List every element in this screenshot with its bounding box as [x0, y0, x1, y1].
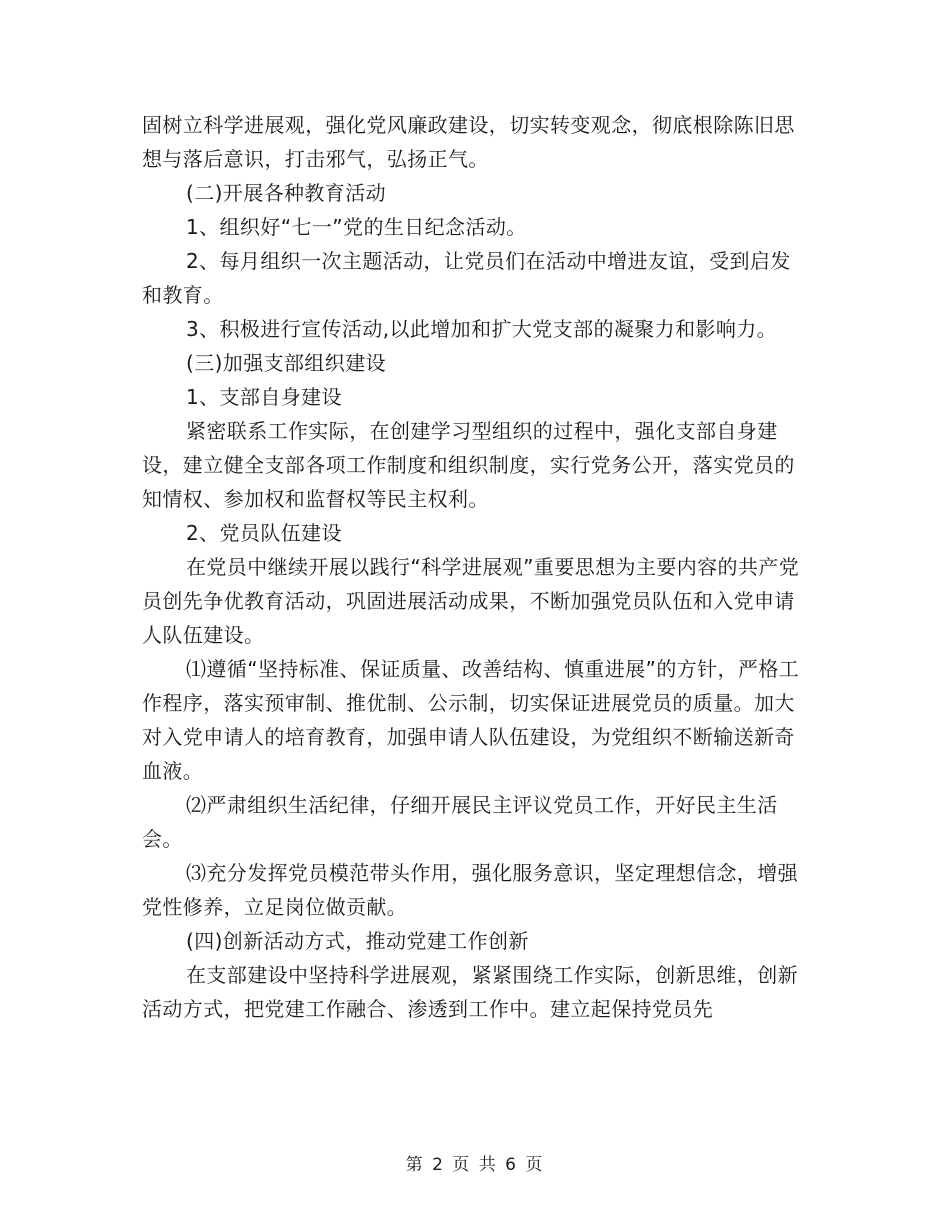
page-number-footer: 第 2 页 共 6 页 [405, 1155, 545, 1175]
paragraph-14: (四)创新活动方式，推动党建工作创新 [186, 929, 529, 953]
paragraph-6: (三)加强支部组织建设 [186, 351, 387, 375]
paragraph-5: 3、积极进行宣传活动,以此增加和扩大党支部的凝聚力和影响力。 [186, 317, 778, 341]
paragraph-10: 在党员中继续开展以践行“科学进展观”重要思想为主要内容的共产党员创先争优教育活动，巩固进展活动成果，不断加强党员队伍和入党申请人队伍建设。 [142, 555, 800, 647]
paragraph-12: ⑵严肃组织生活纪律，仔细开展民主评议党员工作，开好民主生活会。 [142, 793, 778, 851]
paragraph-15: 在支部建设中坚持科学进展观，紧紧围绕工作实际，创新思维，创新活动方式，把党建工作融合、渗透到工作中。建立起保持党员先 [142, 963, 798, 1021]
paragraph-11: ⑴遵循“坚持标准、保证质量、改善结构、慎重进展”的方针，严格工作程序，落实预审制、推优制、公示制，切实保证进展党员的质量。加大对入党申请人的培育教育，加强申请人队伍建设，为党组织不断输送新奇血液。 [142, 657, 800, 783]
paragraph-9: 2、党员队伍建设 [186, 521, 342, 545]
paragraph-3: 1、组织好“七一”党的生日纪念活动。 [186, 215, 527, 239]
paragraph-7: 1、支部自身建设 [186, 385, 342, 409]
paragraph-13: ⑶充分发挥党员模范带头作用，强化服务意识，坚定理想信念，增强党性修养，立足岗位做贡献。 [142, 861, 798, 919]
paragraph-1: 固树立科学进展观，强化党风廉政建设，切实转变观念，彻底根除陈旧思想与落后意识，打击邪气，弘扬正气。 [142, 113, 795, 171]
paragraph-8: 紧密联系工作实际，在创建学习型组织的过程中，强化支部自身建设，建立健全支部各项工作制度和组织制度，实行党务公开，落实党员的知情权、参加权和监督权等民主权利。 [142, 419, 795, 511]
paragraph-2: (二)开展各种教育活动 [186, 181, 387, 205]
document-body [142, 108, 810, 1026]
paragraph-4: 2、每月组织一次主题活动，让党员们在活动中增进友谊，受到启发和教育。 [142, 249, 791, 307]
